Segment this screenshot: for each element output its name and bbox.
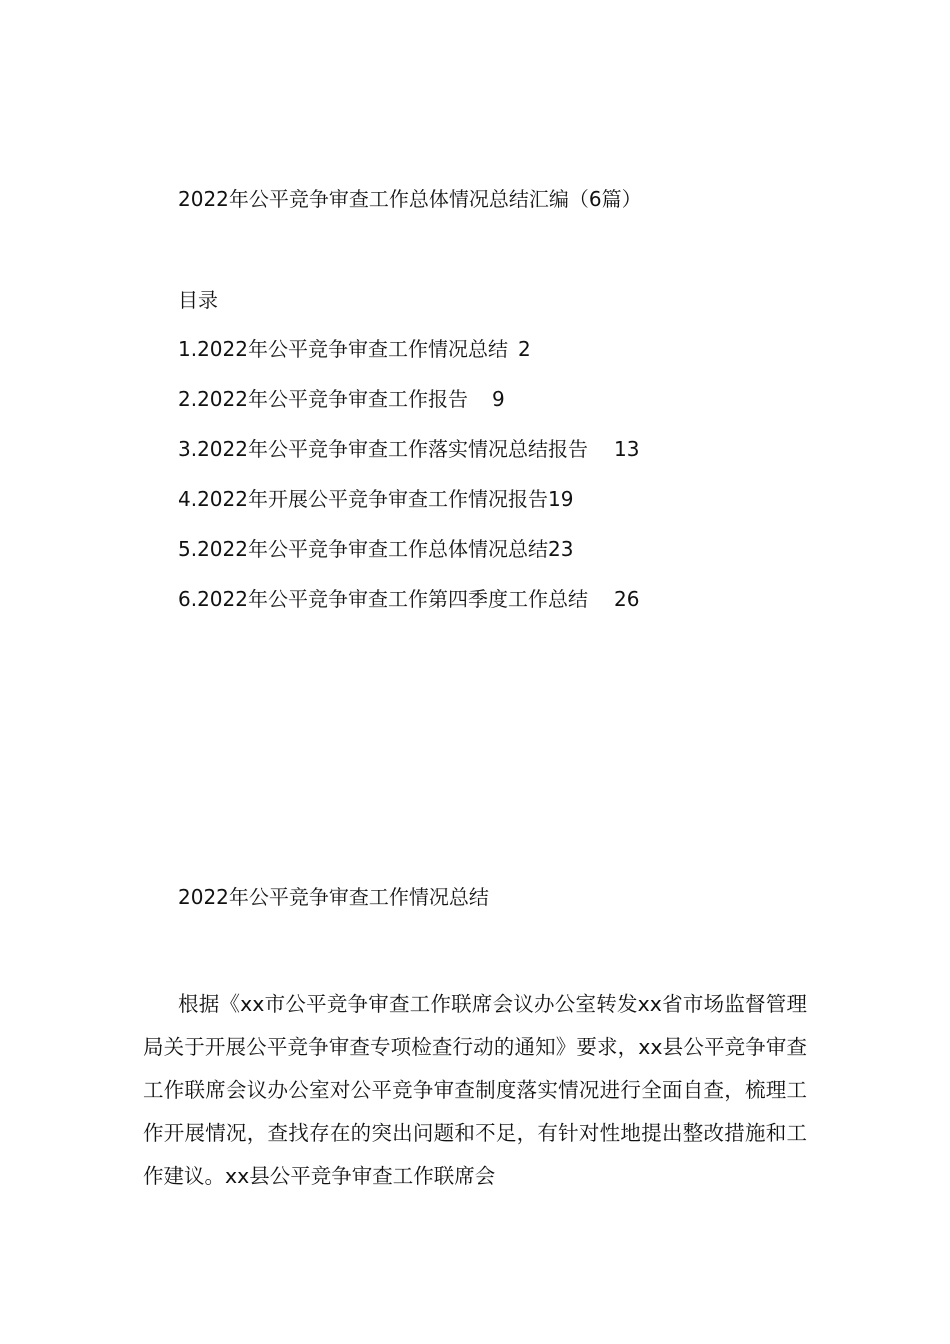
toc-item-page: 26 (613, 587, 640, 611)
toc-item[interactable] (178, 434, 639, 484)
toc-item-label: 4.2022年开展公平竞争审查工作情况报告 (178, 487, 548, 511)
toc-item-label: 2.2022年公平竞争审查工作报告 (178, 387, 468, 411)
section-title: 2022年公平竞争审查工作情况总结 (178, 885, 489, 909)
toc-heading: 目录 (178, 288, 218, 312)
toc-item-page: 19 (547, 487, 574, 511)
toc-item[interactable] (178, 534, 639, 584)
body-paragraph: 根据《xx市公平竞争审查工作联席会议办公室转发xx省市场监督管理局关于开展公平竞争审查专项检查行动的通知》要求，xx县公平竞争审查工作联席会议办公室对公平竞争审查制度落实情况进行全面自查，梳理工作开展情况，查找存在的突出问题和不足，有针对性地提出整改措施和工作建议。xx县公平竞争审查工作联席会 (143, 992, 807, 1188)
table-of-contents (178, 334, 639, 634)
toc-item-page: 9 (491, 387, 505, 411)
toc-item[interactable] (178, 584, 639, 634)
toc-item-label: 6.2022年公平竞争审查工作第四季度工作总结 (178, 587, 588, 611)
toc-item-label: 3.2022年公平竞争审查工作落实情况总结报告 (178, 437, 588, 461)
toc-item[interactable] (178, 484, 639, 534)
toc-item-label: 5.2022年公平竞争审查工作总体情况总结 (178, 537, 548, 561)
toc-item[interactable] (178, 384, 639, 434)
document-title: 2022年公平竞争审查工作总体情况总结汇编（6篇） (178, 187, 642, 211)
toc-item-page: 2 (517, 337, 531, 361)
toc-item[interactable] (178, 334, 639, 384)
toc-item-page: 13 (613, 437, 640, 461)
toc-item-label: 1.2022年公平竞争审查工作情况总结 (178, 337, 508, 361)
toc-item-page: 23 (547, 537, 574, 561)
